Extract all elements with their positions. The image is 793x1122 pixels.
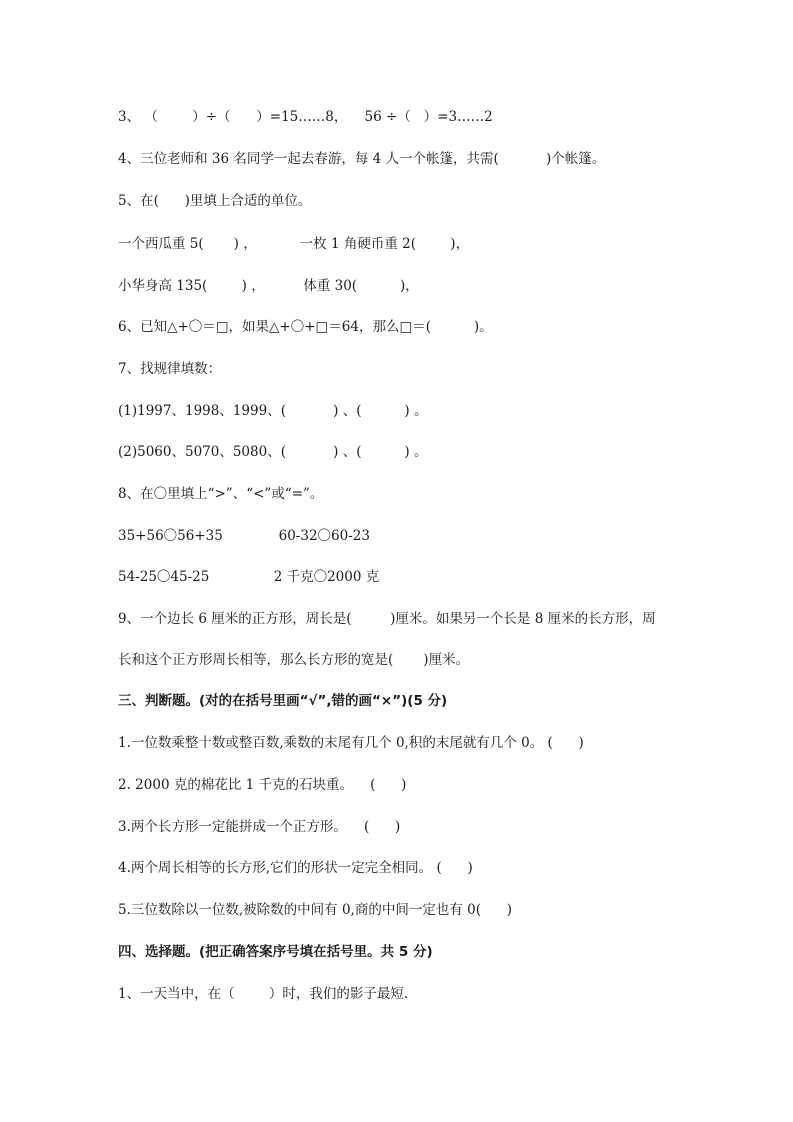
section-choice-heading: 四、选择题。(把正确答案序号填在括号里。共 5 分) [118,944,433,960]
q8-compare-row-1: 35+56〇56+35 60-32〇60-23 [118,528,370,544]
q5-watermelon-coin-line: 一个西瓜重 5( ) ， 一枚 1 角硬币重 2( )， [118,236,470,252]
q6-line: 6、已知△+〇＝□，如果△+〇+□＝64，那么□＝( )。 [118,319,493,335]
q3-line: 3、 （ ）÷（ ）=15……8， 56 ÷（ ）=3……2 [118,109,493,125]
q5-line: 5、在( )里填上合适的单位。 [118,193,312,209]
judge-item-5: 5.三位数除以一位数,被除数的中间有 0,商的中间一定也有 0( ) [118,902,513,918]
q8-line: 8、在〇里填上“>”、“<”或“=”。 [118,486,324,502]
q5-height-weight-line: 小华身高 135( ) ， 体重 30( )， [118,278,419,294]
q9-line-2: 长和这个正方形周长相等，那么长方形的宽是( )厘米。 [118,652,470,668]
q9-line-1: 9、一个边长 6 厘米的正方形，周长是( )厘米。如果另一个长是 8 厘米的长方形，周 [118,611,656,627]
judge-item-2: 2. 2000 克的棉花比 1 千克的石块重。 ( ) [118,777,407,793]
q8-compare-row-2: 54-25〇45-25 2 千克〇2000 克 [118,569,380,585]
q7-line: 7、找规律填数： [118,361,222,377]
section-judge-heading: 三、判断题。(对的在括号里画“√”,错的画“×”)(5 分) [118,693,448,709]
q7-sequence-1: (1)1997、1998、1999、( ) 、( ) 。 [118,403,428,419]
judge-item-3: 3.两个长方形一定能拼成一个正方形。 ( ) [118,819,401,835]
judge-item-1: 1.一位数乘整十数或整百数,乘数的末尾有几个 0,积的末尾就有几个 0。 ( ) [118,735,584,751]
judge-item-4: 4.两个周长相等的长方形,它们的形状一定完全相同。 ( ) [118,860,473,876]
q4-line: 4、三位老师和 36 名同学一起去春游，每 4 人一个帐篷，共需( )个帐篷。 [118,151,606,167]
choice-q1: 1、一天当中，在（ ）时，我们的影子最短. [118,986,409,1002]
q7-sequence-2: (2)5060、5070、5080、( ) 、( ) 。 [118,444,428,460]
